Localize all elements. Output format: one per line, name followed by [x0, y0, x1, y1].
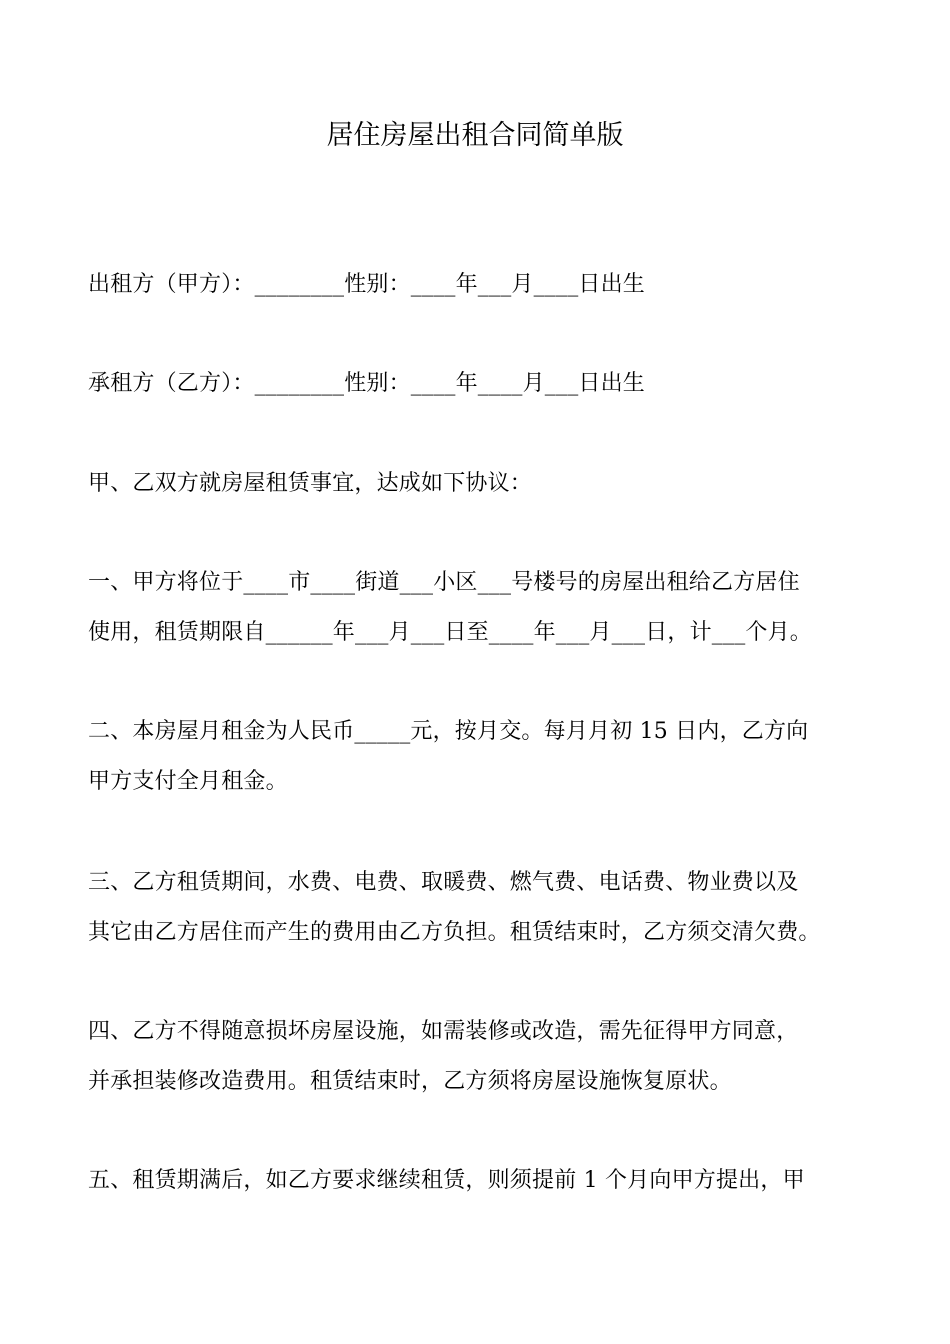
clause-2-line-2: 甲方支付全月租金。: [88, 769, 288, 794]
agreement-intro: 甲、乙双方就房屋租赁事宜，达成如下协议：: [88, 471, 533, 496]
clause-3-line-1: 三、乙方租赁期间，水费、电费、取暖费、燃气费、电话费、物业费以及: [88, 870, 799, 895]
lessee-line: 承租方（乙方）：________性别：____年____月___日出生: [88, 371, 646, 396]
clause-1-line-2: 使用，租赁期限自______年___月___日至____年___月___日，计___个月。: [88, 620, 813, 645]
clause-5-line-1: 五、租赁期满后，如乙方要求继续租赁，则须提前 1 个月向甲方提出，甲: [88, 1168, 805, 1193]
clause-4-line-1: 四、乙方不得随意损坏房屋设施，如需装修或改造，需先征得甲方同意，: [88, 1019, 799, 1044]
clause-2-line-1: 二、本房屋月租金为人民币_____元，按月交。每月月初 15 日内，乙方向: [88, 719, 809, 744]
clause-1-line-1: 一、甲方将位于____市____街道___小区___号楼号的房屋出租给乙方居住: [88, 570, 800, 595]
lessor-line: 出租方（甲方）：________性别：____年___月____日出生: [88, 272, 646, 297]
clause-3-line-2: 其它由乙方居住而产生的费用由乙方负担。租赁结束时，乙方须交清欠费。: [88, 920, 821, 945]
document-title: 居住房屋出租合同简单版: [326, 120, 624, 151]
clause-4-line-2: 并承担装修改造费用。租赁结束时，乙方须将房屋设施恢复原状。: [88, 1069, 732, 1094]
